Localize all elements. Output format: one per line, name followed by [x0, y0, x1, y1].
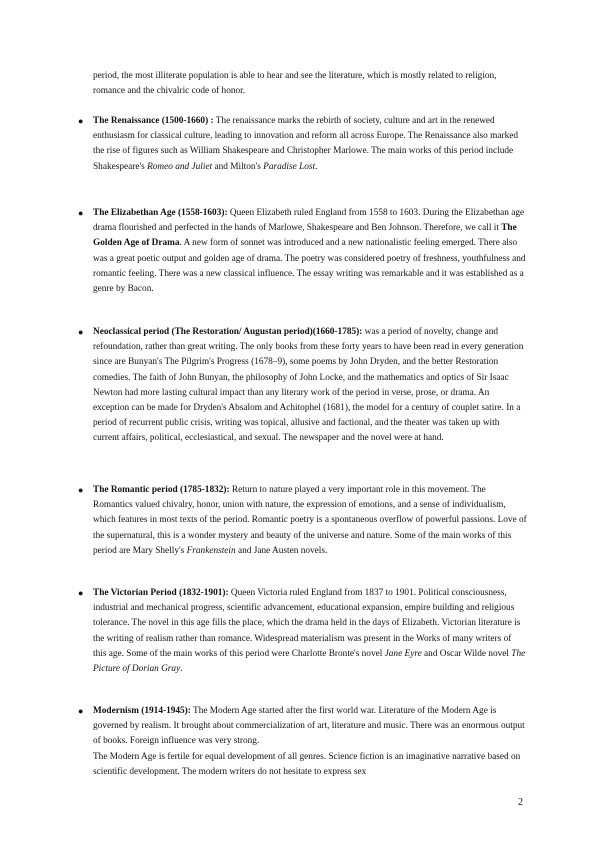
entry-title: Modernism (1914-1945): [93, 706, 191, 716]
work-title: The Picture of Dorian Gray [93, 648, 526, 675]
entry-title: The Elizabethan Age (1558-1603): [93, 208, 228, 218]
list-item-elizabethan: ● The Elizabethan Age (1558-1603): Queen Elizabeth ruled England from 1558 to 1603. During the Elizabethan age drama flourished and perfected in the hands of Marlowe, Shakespeare and Ben Johnson. Therefore, we call it The Golden Age of Drama. A new form of sonnet was introduced and a new nationalistic feeling emerged. There also was a great poetic output and golden age of drama. The poetry was considered poetry of freshness, youthfulness and romantic feeling. There was a new classical influence. The essay writing was remarkable and it was established as a genre by Bacon. [78, 208, 526, 295]
entry-title: The Romantic period (1785-1832): [93, 485, 230, 495]
work-title: Jane Eyre [384, 648, 422, 659]
bullet-icon: ● [78, 327, 84, 337]
bullet-icon: ● [78, 706, 84, 716]
work-title: Paradise Lost [263, 161, 316, 172]
entry-title: Neoclassical period (The Restoration/ Augustan period)(1660-1785): [93, 327, 363, 337]
work-title: Frankenstein [186, 545, 236, 556]
work-title: Romeo and Juliet [147, 161, 213, 172]
page-number: 2 [518, 797, 523, 808]
list-item-neoclassical: ● Neoclassical period (The Restoration/ Augustan period)(1660-1785): was a period of novelty, change and refoundation, rather than great writing. The only books from these forty years to have been read in every generation since are Bunyan's The Pilgrim's Progress (1678–9), some poems by John Dryden, and the better Restoration comedies. The faith of John Bunyan, the philosophy of John Locke, and the mathematics and optics of Sir Isaac Newton had more lasting cultural impact than any literary work of the period in verse, prose, or drama. An exception can be made for Dryden's Absalom and Achitophel (1681), the model for a century of couplet satire. In a period of recurrent public crisis, writing was topical, allusive and factional, and the theater was taken up with current affairs, political, ecclesiastical, and sexual. The newspaper and the novel were at hand. [78, 327, 524, 444]
entry-title: The Victorian Period (1832-1901): [93, 588, 229, 598]
modernism-paragraph-2: The Modern Age is fertile for equal development of all genres. Science fiction is an imaginative narrative based on scientific development. The modern writers do not hesitate to express sex [93, 751, 521, 777]
list-item-renaissance: ● The Renaissance (1500-1660) : The renaissance marks the rebirth of society, culture and art in the renewed enthusiasm for classical culture, leading to innovation and reform all across Europe. The Renaissance also marked the rise of figures such as William Shakespeare and Christopher Marlowe. The main works of this period include Shakespeare's Romeo and Juliet and Milton's Paradise Lost. [78, 116, 519, 172]
list-item-victorian: ● The Victorian Period (1832-1901): Queen Victoria ruled England from 1837 to 1901. Political consciousness, industrial and mechanical progress, scientific advancement, educational expansion, empire building and religious tolerance. The novel in this age fills the place, which the drama held in the days of Elizabeth. Victorian literature is the writing of realism rather than romance. Widespread materialism was present in the Works of many writers of this age. Some of the main works of this period were Charlotte Bronte's novel Jane Eyre and Oscar Wilde novel The Picture of Dorian Gray. [78, 588, 526, 675]
bullet-icon: ● [78, 208, 84, 218]
list-item-modernism: ● Modernism (1914-1945): The Modern Age started after the first world war. Literature of the Modern Age is governed by realism. It brought about commercialization of art, literature and music. There was an enormous output of books. Foreign influence was very strong. The Modern Age is fertile for equal development of all genres. Science fiction is an imaginative narrative based on scientific development. The modern writers do not hesitate to express sex [93, 704, 527, 780]
emphasis: The Golden Age of Drama [93, 223, 517, 249]
bullet-icon: ● [78, 485, 84, 495]
intro-continuation: period, the most illiterate population is able to hear and see the literature, which is mostly related to religion, romance and the chivalric code of honor. [93, 71, 497, 97]
list-item-romantic: ● The Romantic period (1785-1832): Return to nature played a very important role in this movement. The Romantics valued chivalry, honor, union with nature, the expression of emotions, and a sense of individualism, which features in most texts of the period. Romantic poetry is a spontaneous overflow of powerful passions. Love of the supernatural, this is a wonder mystery and beauty of the universe and nature. Some of the main works of this period are Mary Shelly's Frankenstein and Jane Austen novels. [78, 485, 527, 556]
entry-title: The Renaissance (1500-1660) : [93, 116, 214, 126]
bullet-icon: ● [78, 588, 84, 598]
bullet-icon: ● [78, 116, 84, 126]
